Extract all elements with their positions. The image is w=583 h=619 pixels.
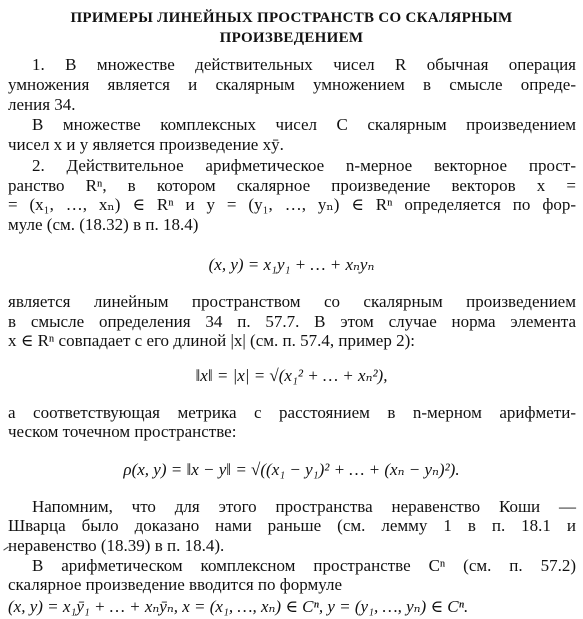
paragraph-line: 1. В множестве действительных чисел R обычная операция bbox=[32, 55, 576, 75]
formula-complex-product: (x, y) = x₁ȳ₁ + … + xₙȳₙ, x = (x₁, …, xₙ) ∈ Cⁿ, y = (y₁, …, yₙ) ∈ Cⁿ. bbox=[8, 597, 469, 616]
paragraph-line: ческом точечном пространстве: bbox=[8, 422, 237, 442]
paragraph-line: умножения является и скалярным умножением в смысле опреде- bbox=[8, 75, 576, 95]
paragraph-line: является линейным пространством со скалярным произведением bbox=[8, 291, 576, 311]
paragraph-line: неравенство (18.39) в п. 18.4). bbox=[8, 535, 225, 555]
paragraph-line: муле (см. (18.32) в п. 18.4) bbox=[8, 214, 199, 234]
paragraph-line: чисел x и y является произведение xȳ. bbox=[8, 135, 284, 155]
paragraph-line: а соответствующая метрика с расстоянием в n-мерном арифмети- bbox=[8, 402, 576, 422]
section-title-line-1: ПРИМЕРЫ ЛИНЕЙНЫХ ПРОСТРАНСТВ СО СКАЛЯРНЫМ bbox=[70, 10, 513, 27]
section-title-line-2: ПРОИЗВЕДЕНИЕМ bbox=[219, 30, 364, 47]
paragraph-line: скалярное произведение вводится по формуле bbox=[8, 575, 343, 595]
paragraph-line: В множестве комплексных чисел C скалярным произведением bbox=[32, 115, 576, 135]
paragraph-line: ранство Rⁿ, в котором скалярное произведение векторов x = bbox=[8, 175, 576, 195]
formula-norm: ‖x‖ = |x| = √(x₁² + … + xₙ²), bbox=[195, 366, 388, 386]
paragraph-line: ления 34. bbox=[8, 94, 76, 114]
paragraph-line: Шварца было доказано нами раньше (см. лемму 1 в п. 18.1 и bbox=[8, 516, 576, 536]
paragraph-line: x ∈ Rⁿ совпадает с его длиной |x| (см. п. 57.4, пример 2): bbox=[8, 331, 415, 351]
paragraph-line: = (x₁, …, xₙ) ∈ Rⁿ и y = (y₁, …, yₙ) ∈ Rⁿ определяется по фор- bbox=[8, 195, 576, 215]
paragraph-line: в смысле определения 34 п. 57.7. В этом случае норма элемента bbox=[8, 311, 576, 331]
paragraph-line: В арифметическом комплексном пространстве Cⁿ (см. п. 57.2) bbox=[32, 555, 576, 575]
paragraph-line: Напомним, что для этого пространства неравенство Коши — bbox=[32, 496, 576, 516]
formula-metric: ρ(x, y) = ‖x − y‖ = √((x₁ − y₁)² + … + (xₙ − yₙ)²). bbox=[123, 459, 460, 479]
formula-dot-product-real: (x, y) = x₁y₁ + … + xₙyₙ bbox=[208, 255, 375, 275]
paragraph-line: 2. Действительное арифметическое n-мерное векторное прост- bbox=[32, 155, 576, 175]
